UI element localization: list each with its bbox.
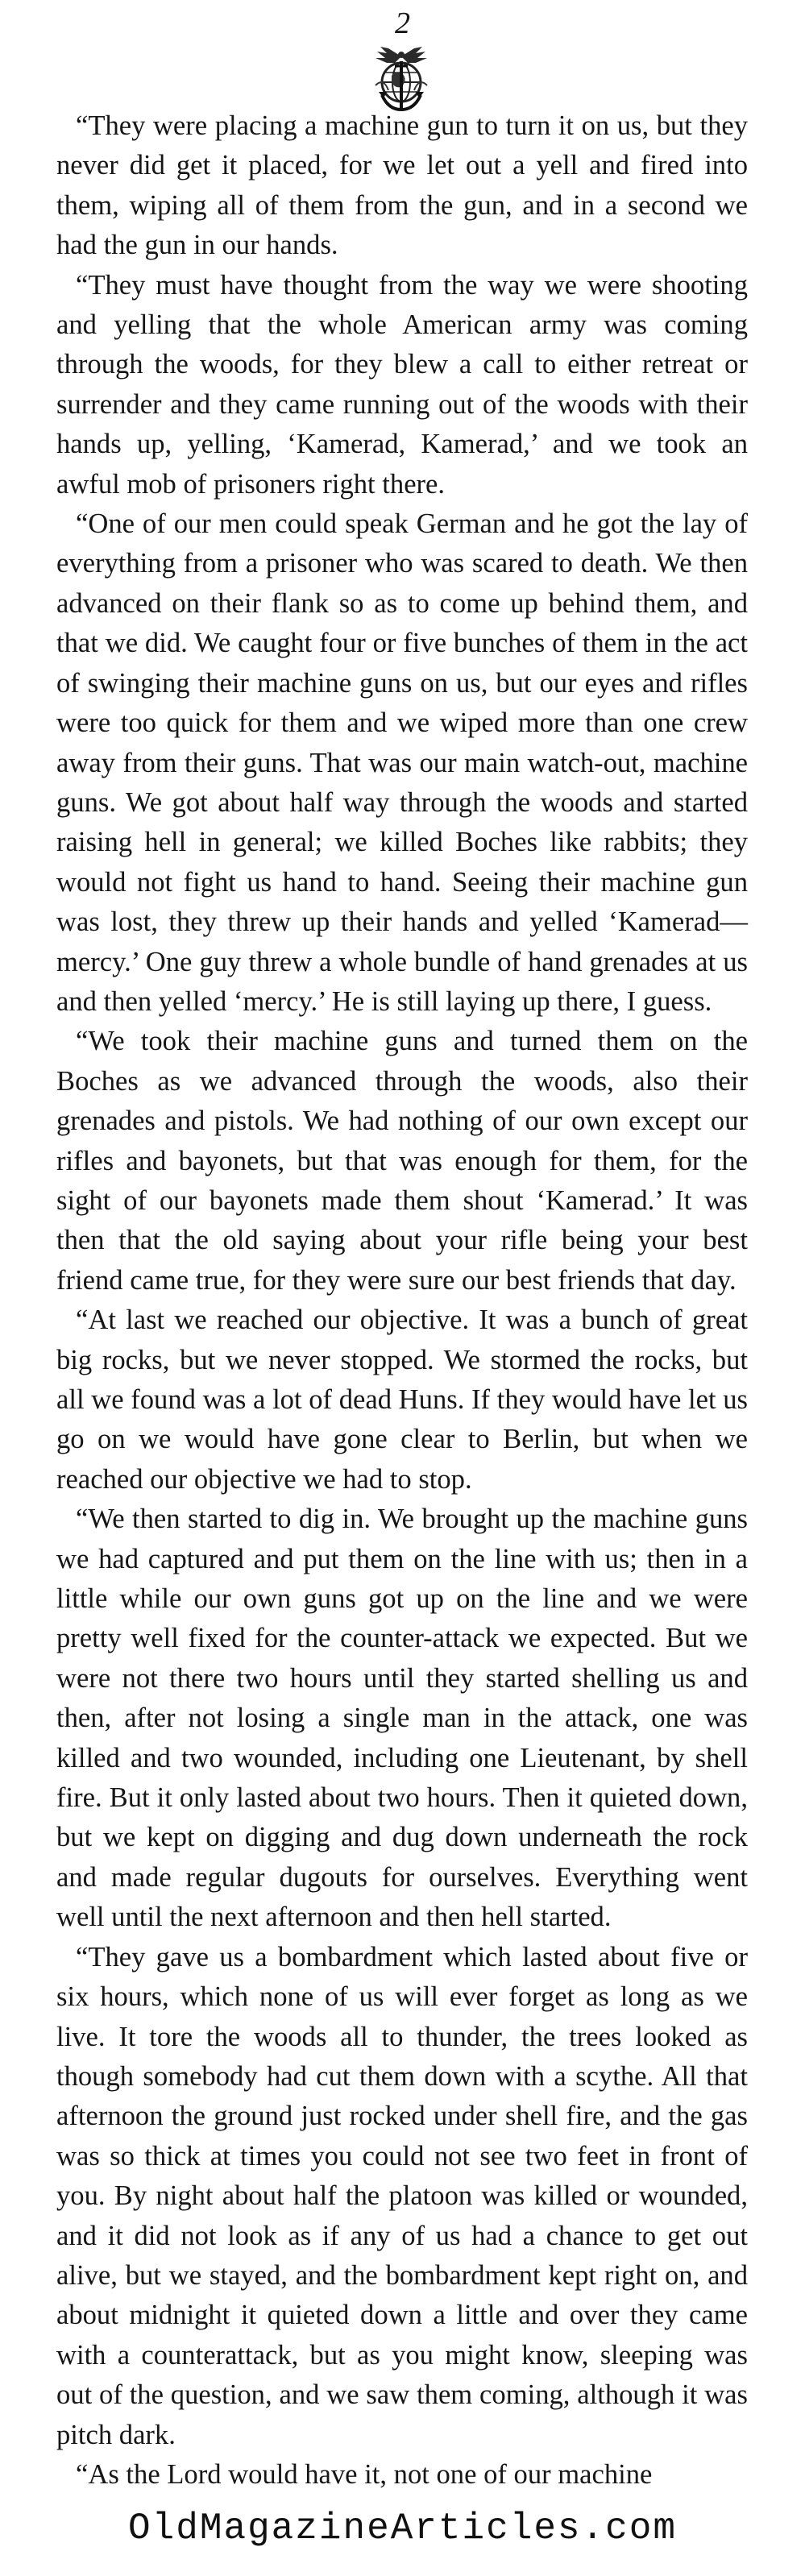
article-paragraph: “They were placing a machine gun to turn it on us, but they never did get it placed, for we let out a yell and fired into them, wiping all of them from the gun, and in a second we had the gun in our hands. [56,110,748,261]
eagle-globe-anchor-icon [364,45,438,113]
site-watermark: OldMagazineArticles.com [128,2508,677,2549]
page-number: 2 [395,6,410,40]
article-paragraph: “At last we reached our objective. It was a bunch of great big rocks, but we never stopped. We stormed the rocks, but all we found was a lot of dead Huns. If they would have let us go on we would have gone clear to Berlin, but when we reached our objective we had to stop. [56,1305,748,1495]
article-body [56,106,748,2495]
article-paragraph: “They must have thought from the way we were shooting and yelling that the whole American army was coming through the woods, for they blew a call to either retreat or surrender and they came running out of the woods with their hands up, yelling, ‘Kamerad, Kamerad,’ and we took an awful mob of prisoners right there. [56,269,748,500]
article-paragraph: “One of our men could speak German and he got the lay of everything from a prisoner who was scared to death. We then advanced on their flank so as to come up behind them, and that we did. We caught four or five bunches of them in the act of swinging their machine guns on us, but our eyes and rifles were too quick for them and we wiped more than one crew away from their guns. That was our main watch-out, machine guns. We got about half way through the woods and started raising hell in general; we killed Boches like rabbits; they would not fight us hand to hand. Seeing their machine gun was lost, they threw up their hands and yelled ‘Kamerad—mercy.’ One guy threw a whole bundle of hand grenades at us and then yelled ‘mercy.’ He is still laying up there, I guess. [56,508,748,1017]
article-paragraph: “As the Lord would have it, not one of our machine [76,2458,653,2490]
article-paragraph: “We took their machine guns and turned them on the Boches as we advanced through the woods, also their grenades and pistols. We had nothing of our own except our rifles and bayonets, but that was enough for them, for the sight of our bayonets made them shout ‘Kamerad.’ It was then that the old saying about your rifle being your best friend came true, for they were sure our best friends that day. [56,1026,748,1296]
article-paragraph: “We then started to dig in. We brought up the machine guns we had captured and put them on the line with us; then in a little while our own guns got up on the line and we were pretty well fixed for the counter-attack we expected. But we were not there two hours until they started shelling us and then, after not losing a single man in the attack, one was killed and two wounded, including one Lieutenant, by shell fire. But it only lasted about two hours. Then it quieted down, but we kept on digging and dug down underneath the rock and made regular dugouts for ourselves. Everything went well until the next afternoon and then hell started. [56,1504,748,1933]
article-paragraph: “They gave us a bombardment which lasted about five or six hours, which none of us will ever forget as long as we live. It tore the woods all to thunder, the trees looked as though somebody had cut them down with a scythe. All that afternoon the ground just rocked under shell fire, and the gas was so thick at times you could not see two feet in front of you. By night about half the platoon was killed or wounded, and it did not look as if any of us had a chance to get out alive, but we stayed, and the bombardment kept right on, and about midnight it quieted down a little and over they came with a counterattack, but as you might know, sleeping was out of the question, and we saw them coming, although it was pitch dark. [56,1941,748,2450]
